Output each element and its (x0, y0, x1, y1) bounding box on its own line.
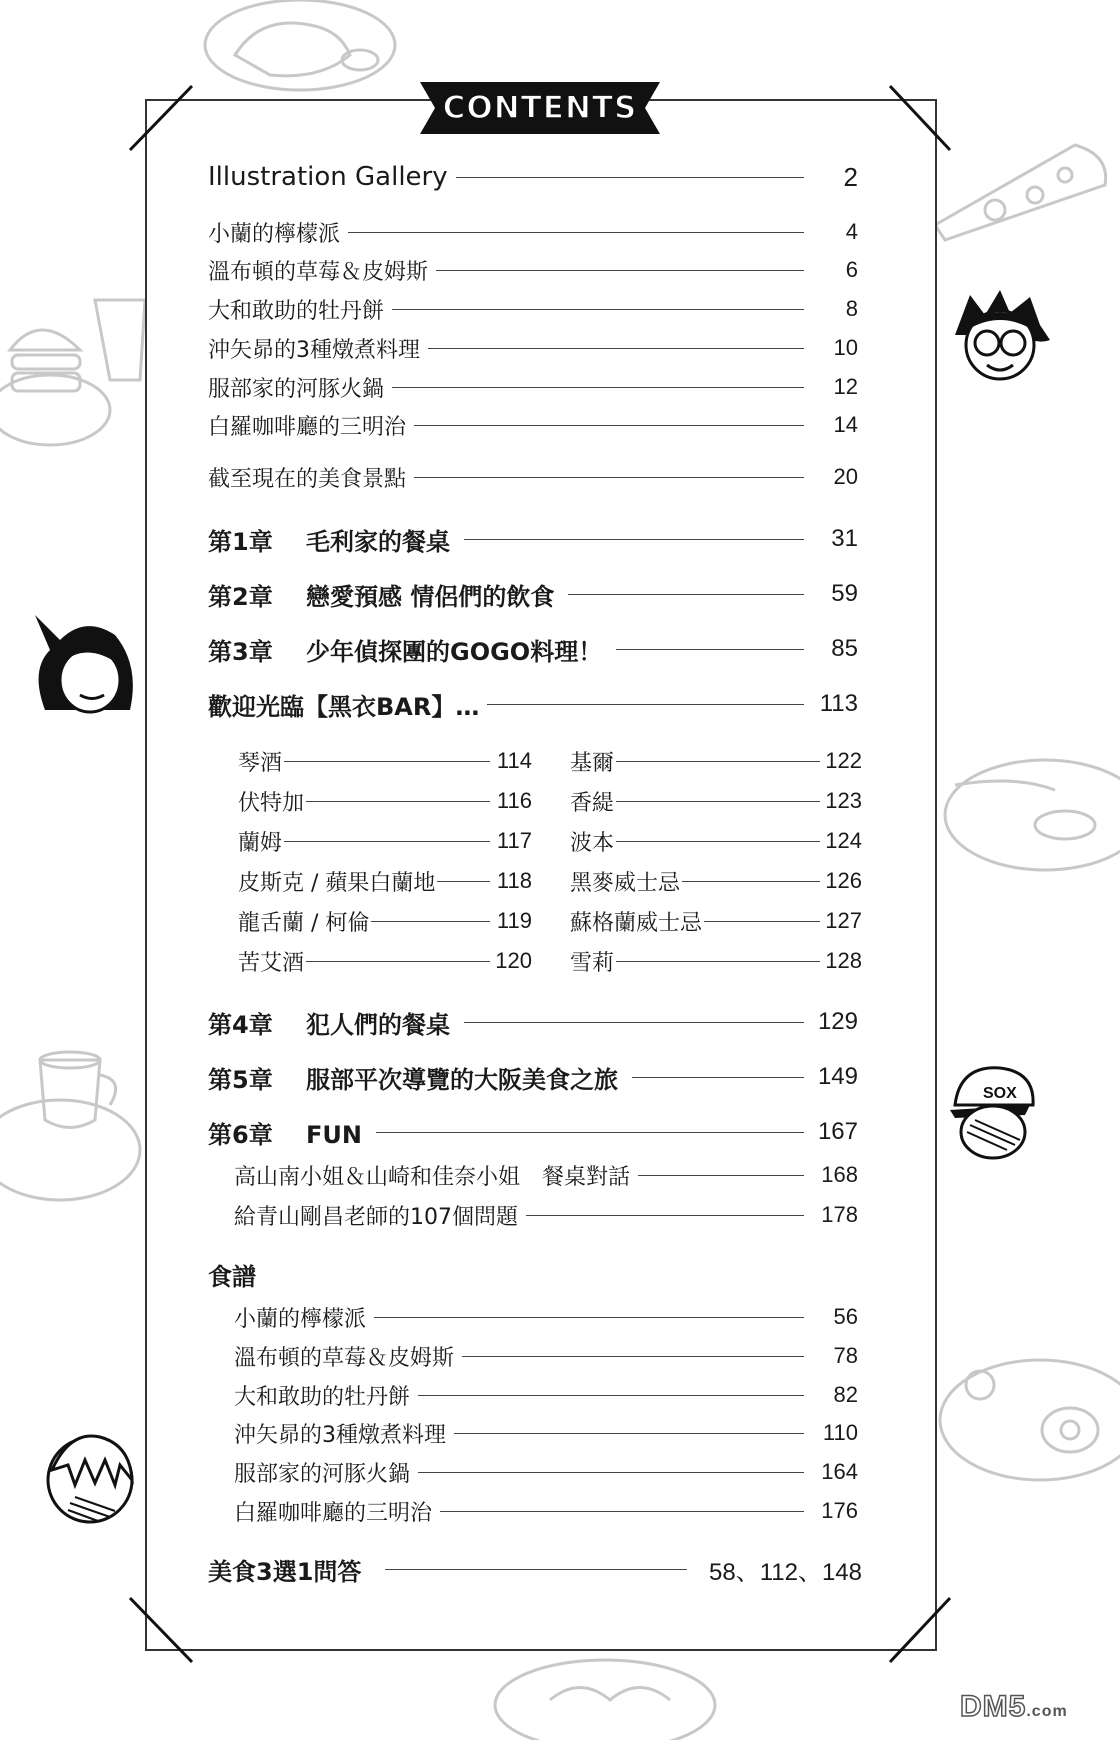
toc-entry-drink[interactable] (570, 823, 862, 859)
toc-entry-drink[interactable] (238, 903, 532, 939)
toc-entry-chapter[interactable] (208, 1114, 858, 1150)
leader-line (371, 921, 490, 922)
leader-line (464, 539, 804, 540)
leader-line (392, 309, 804, 310)
leader-line (284, 761, 490, 762)
toc-page: 2 (843, 161, 858, 192)
toc-page: 168 (821, 1162, 858, 1187)
toc-label: 香緹 (570, 790, 615, 816)
toc-entry-drink[interactable] (238, 743, 532, 779)
toc-entry-drink[interactable] (570, 863, 862, 899)
leader-line (526, 1215, 804, 1216)
leader-line (392, 387, 804, 388)
toc-label: 白羅咖啡廳的三明治 (208, 414, 407, 440)
toc-entry-chapter[interactable] (208, 631, 858, 667)
toc-page: 120 (495, 948, 532, 973)
toc-entry-bar[interactable] (208, 686, 858, 722)
toc-page: 78 (833, 1343, 858, 1368)
toc-label: 白羅咖啡廳的三明治 (234, 1500, 433, 1526)
toc-page: 6 (845, 257, 858, 282)
toc-entry-fun[interactable] (234, 1157, 858, 1193)
toc-label: 皮斯克 / 蘋果白蘭地 (238, 870, 436, 896)
toc-label: 蘇格蘭威士忌 (570, 910, 703, 936)
leader-line (632, 1077, 804, 1078)
leader-line (454, 1433, 804, 1434)
toc-entry-drink[interactable] (570, 783, 862, 819)
leader-line (616, 761, 820, 762)
leader-line (682, 881, 820, 882)
toc-label: 黑麥威士忌 (570, 870, 681, 896)
toc-entry-drink[interactable] (570, 743, 862, 779)
leader-line (616, 801, 820, 802)
leader-line (436, 270, 804, 271)
chapter-title: FUN (306, 1120, 362, 1149)
leader-line (306, 801, 490, 802)
toc-entry-feature[interactable] (208, 252, 858, 288)
leader-line (616, 841, 820, 842)
toc-label: 苦艾酒 (238, 950, 305, 976)
toc-page: 123 (825, 788, 862, 813)
chapter-title: 戀愛預感 情侶們的飲食 (306, 582, 555, 611)
leader-line (418, 1472, 804, 1473)
toc-page: 58、112、148 (709, 1558, 862, 1586)
toc-entry-drink[interactable] (570, 943, 862, 979)
toc-entry-chapter[interactable] (208, 1059, 858, 1095)
toc-entry-chapter[interactable] (208, 576, 858, 612)
toc-page: 85 (831, 635, 858, 662)
toc-label: 沖矢昴的3種燉煮料理 (208, 337, 420, 363)
toc-entry-drink[interactable] (238, 943, 532, 979)
chapter-number: 第3章 (208, 637, 273, 666)
toc-entry-recipe[interactable] (234, 1493, 858, 1529)
leader-line (306, 961, 490, 962)
toc-page: 8 (845, 296, 858, 321)
leader-line (568, 594, 804, 595)
chapter-number: 第5章 (208, 1065, 273, 1094)
toc-entry-gallery[interactable] (208, 159, 858, 195)
toc-page: 124 (825, 828, 862, 853)
toc-entry-feature[interactable] (208, 407, 858, 443)
toc-entry-fun[interactable] (234, 1197, 858, 1233)
toc-label: 溫布頓的草莓＆皮姆斯 (234, 1345, 455, 1371)
toc-page: 20 (833, 464, 858, 489)
toc-label: 給青山剛昌老師的107個問題 (234, 1204, 518, 1230)
toc-page: 149 (817, 1063, 858, 1090)
toc-page: 56 (833, 1304, 858, 1329)
toc-page: 119 (496, 908, 532, 933)
toc-page: 117 (496, 828, 532, 853)
toc-entry-quiz[interactable] (208, 1551, 862, 1587)
toc-entry-drink[interactable] (238, 783, 532, 819)
leader-line (616, 961, 820, 962)
toc-page: 4 (845, 219, 858, 244)
toc-label: 高山南小姐＆山崎和佳奈小姐 餐桌對話 (234, 1164, 631, 1190)
leader-line (437, 881, 490, 882)
svg-text:SOX: SOX (983, 1085, 1017, 1102)
toc-entry-chapter[interactable] (208, 1004, 858, 1040)
leader-line (462, 1356, 804, 1357)
toc-page: 114 (496, 748, 532, 773)
leader-line (374, 1317, 804, 1318)
toc-page: 31 (831, 525, 858, 552)
toc-entry-recipe[interactable] (234, 1299, 858, 1335)
toc-label: 大和敢助的牡丹餅 (208, 298, 385, 324)
toc-page: 167 (817, 1118, 858, 1145)
leader-line (414, 425, 804, 426)
leader-line (487, 704, 804, 705)
leader-line (376, 1132, 804, 1133)
toc-page: 127 (825, 908, 862, 933)
recipes-heading (208, 1256, 256, 1292)
toc-page: 126 (825, 868, 862, 893)
toc-page: 176 (821, 1498, 858, 1523)
toc-label: 服部家的河豚火鍋 (208, 376, 385, 402)
chapter-number: 第2章 (208, 582, 273, 611)
toc-page: 113 (819, 690, 858, 717)
leader-line (638, 1175, 804, 1176)
toc-label: 歡迎光臨【黑衣BAR】… (208, 692, 480, 721)
toc-page: 14 (833, 412, 858, 437)
toc-page: 110 (822, 1420, 858, 1445)
toc-page: 82 (833, 1382, 858, 1407)
toc-page: 118 (496, 868, 532, 893)
toc-entry-feature[interactable] (208, 330, 858, 366)
toc-entry-recipe[interactable] (234, 1338, 858, 1374)
toc-entry-recipe[interactable] (234, 1415, 858, 1451)
toc-page: 178 (821, 1202, 858, 1227)
toc-page: 10 (833, 335, 858, 360)
toc-label: 蘭姆 (238, 830, 283, 856)
chapter-title: 少年偵探團的GOGO料理！ (306, 637, 603, 666)
chapter-title: 犯人們的餐桌 (306, 1010, 450, 1039)
leader-line (414, 477, 804, 478)
leader-line (704, 921, 820, 922)
toc-page: 59 (831, 580, 858, 607)
leader-line (616, 649, 804, 650)
toc-page: 129 (817, 1008, 858, 1035)
toc-entry-feature[interactable] (208, 214, 858, 250)
toc-label: 截至現在的美食景點 (208, 466, 407, 492)
toc-entry-drink[interactable] (570, 903, 862, 939)
toc-page: 164 (821, 1459, 858, 1484)
leader-line (428, 348, 804, 349)
toc-page: 12 (833, 374, 858, 399)
leader-line (348, 232, 804, 233)
toc-label: 大和敢助的牡丹餅 (234, 1384, 411, 1410)
toc-label: 服部家的河豚火鍋 (234, 1461, 411, 1487)
toc-label: 龍舌蘭 / 柯倫 (238, 910, 370, 936)
toc-page: 116 (496, 788, 532, 813)
chapter-title: 毛利家的餐桌 (306, 527, 450, 556)
page-title: CONTENTS (442, 90, 638, 126)
site-watermark: DM5.com (960, 1690, 1068, 1723)
toc-label: 美食3選1問答 (208, 1557, 362, 1586)
toc-label: 基爾 (570, 750, 615, 776)
leader-line (456, 177, 804, 178)
toc-entry-recipe[interactable] (234, 1377, 858, 1413)
toc-label: 沖矢昴的3種燉煮料理 (234, 1422, 446, 1448)
toc-label: 小蘭的檸檬派 (208, 221, 341, 247)
leader-line (418, 1395, 804, 1396)
leader-line (385, 1569, 687, 1570)
chapter-number: 第4章 (208, 1010, 273, 1039)
toc-entry-chapter[interactable] (208, 521, 858, 557)
toc-label: 琴酒 (238, 750, 283, 776)
toc-entry-feature[interactable] (208, 369, 858, 405)
toc-entry-spots[interactable] (208, 459, 858, 495)
toc-label: 伏特加 (238, 790, 305, 816)
toc-entry-feature[interactable] (208, 291, 858, 327)
toc-label: 小蘭的檸檬派 (234, 1306, 367, 1332)
toc-label: 波本 (570, 830, 615, 856)
leader-line (440, 1511, 804, 1512)
chapter-number: 第1章 (208, 527, 273, 556)
toc-entry-recipe[interactable] (234, 1454, 858, 1490)
recipes-heading-text: 食譜 (208, 1262, 256, 1291)
toc-label: 溫布頓的草莓＆皮姆斯 (208, 259, 429, 285)
toc-entry-drink[interactable] (238, 863, 532, 899)
toc-page: 122 (825, 748, 862, 773)
chapter-title: 服部平次導覽的大阪美食之旅 (306, 1065, 618, 1094)
leader-line (464, 1022, 804, 1023)
chapter-number: 第6章 (208, 1120, 273, 1149)
leader-line (284, 841, 490, 842)
toc-label: 雪莉 (570, 950, 615, 976)
toc-label: Illustration Gallery (208, 162, 448, 192)
toc-entry-drink[interactable] (238, 823, 532, 859)
toc-page: 128 (825, 948, 862, 973)
